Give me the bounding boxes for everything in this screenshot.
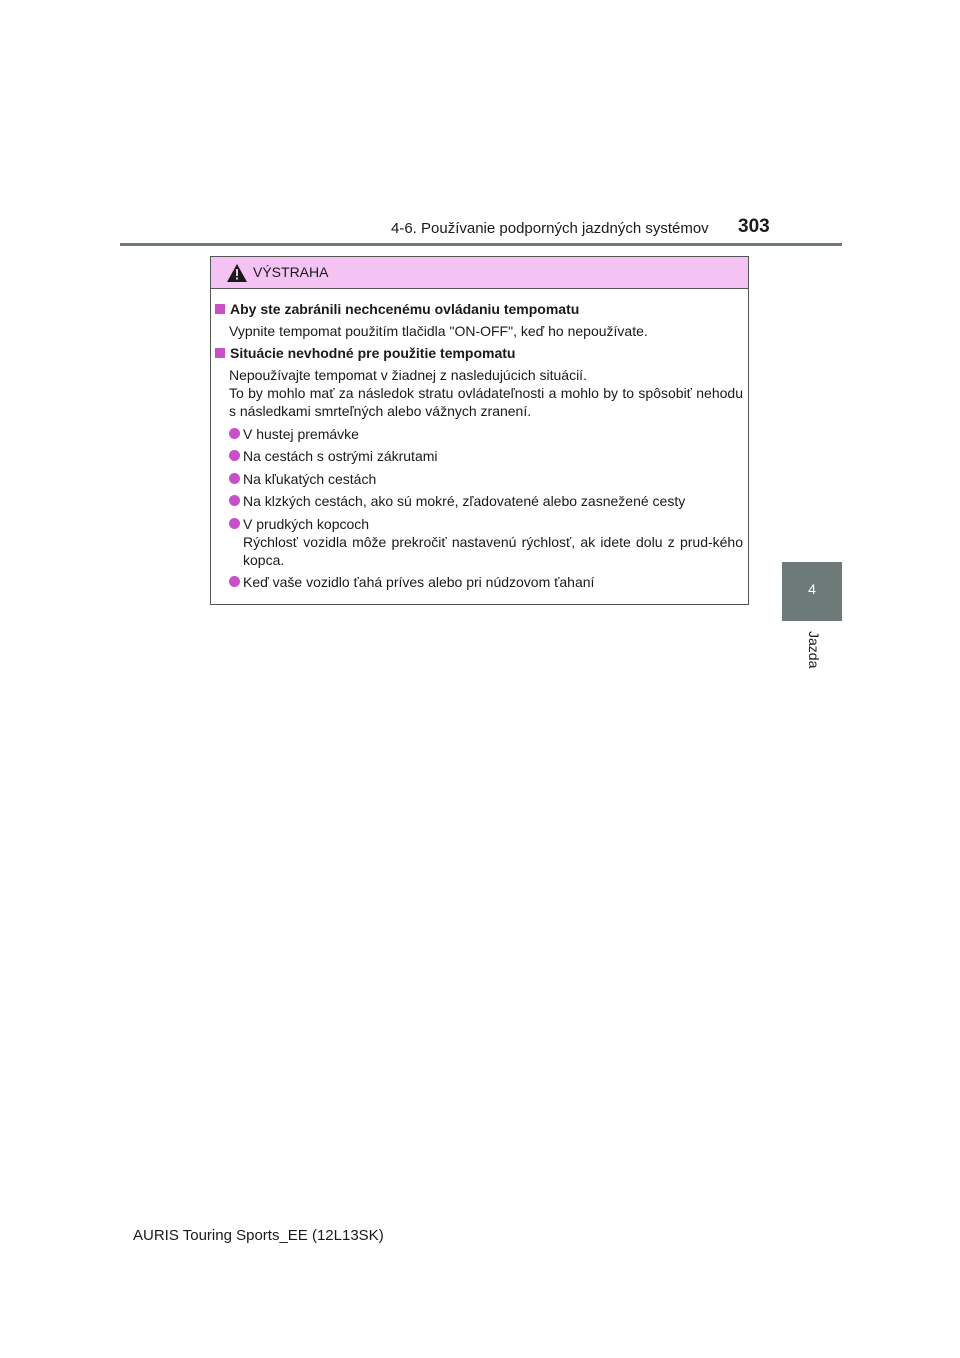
section-heading: Aby ste zabránili nechcenému ovládaniu tempomatu (215, 301, 579, 317)
bullet-dot-icon (229, 576, 240, 587)
header-rule (120, 243, 842, 246)
paragraph: Nepoužívajte tempomat v žiadnej z nasledujúcich situácií. (229, 367, 587, 383)
paragraph: Vypnite tempomat použitím tlačidla "ON-OFF", keď ho nepoužívate. (229, 323, 648, 339)
bullet-dot-icon (229, 518, 240, 529)
chapter-tab: 4 (782, 562, 842, 621)
list-item: V hustej premávke (229, 425, 743, 443)
bullet-note: Rýchlosť vozidla môže prekročiť nastavenú rýchlosť, ak idete dolu z prud-kého kopca. (243, 534, 743, 568)
footer-manual-id: AURIS Touring Sports_EE (12L13SK) (133, 1227, 384, 1244)
warning-triangle-icon (227, 264, 247, 282)
bullet-dot-icon (229, 495, 240, 506)
page-number: 303 (738, 216, 770, 237)
section-title: 4-6. Používanie podporných jazdných systémov (391, 220, 709, 237)
warning-box (210, 256, 749, 605)
square-bullet-icon (215, 348, 225, 358)
paragraph: To by mohlo mať za následok stratu ovládateľnosti a mohlo by to spôsobiť nehodu s následkami smrteľných alebo vážnych zranení. (229, 385, 743, 419)
bullet-dot-icon (229, 450, 240, 461)
square-bullet-icon (215, 304, 225, 314)
list-item: Keď vaše vozidlo ťahá príves alebo pri núdzovom ťahaní (229, 573, 743, 591)
warning-label: VÝSTRAHA (253, 264, 329, 280)
list-item: Na cestách s ostrými zákrutami (229, 447, 743, 465)
chapter-label: Jazda (806, 631, 822, 669)
bullet-dot-icon (229, 428, 240, 439)
warning-header (211, 257, 748, 289)
list-item: Na kľukatých cestách (229, 470, 743, 488)
list-item: Na klzkých cestách, ako sú mokré, zľadovatené alebo zasnežené cesty (229, 492, 743, 510)
section-heading: Situácie nevhodné pre použitie tempomatu (215, 345, 515, 361)
bullet-dot-icon (229, 473, 240, 484)
list-item: V prudkých kopcoch Rýchlosť vozidla môže prekročiť nastavenú rýchlosť, ak idete dolu z prud-kého kopca. (229, 515, 743, 569)
